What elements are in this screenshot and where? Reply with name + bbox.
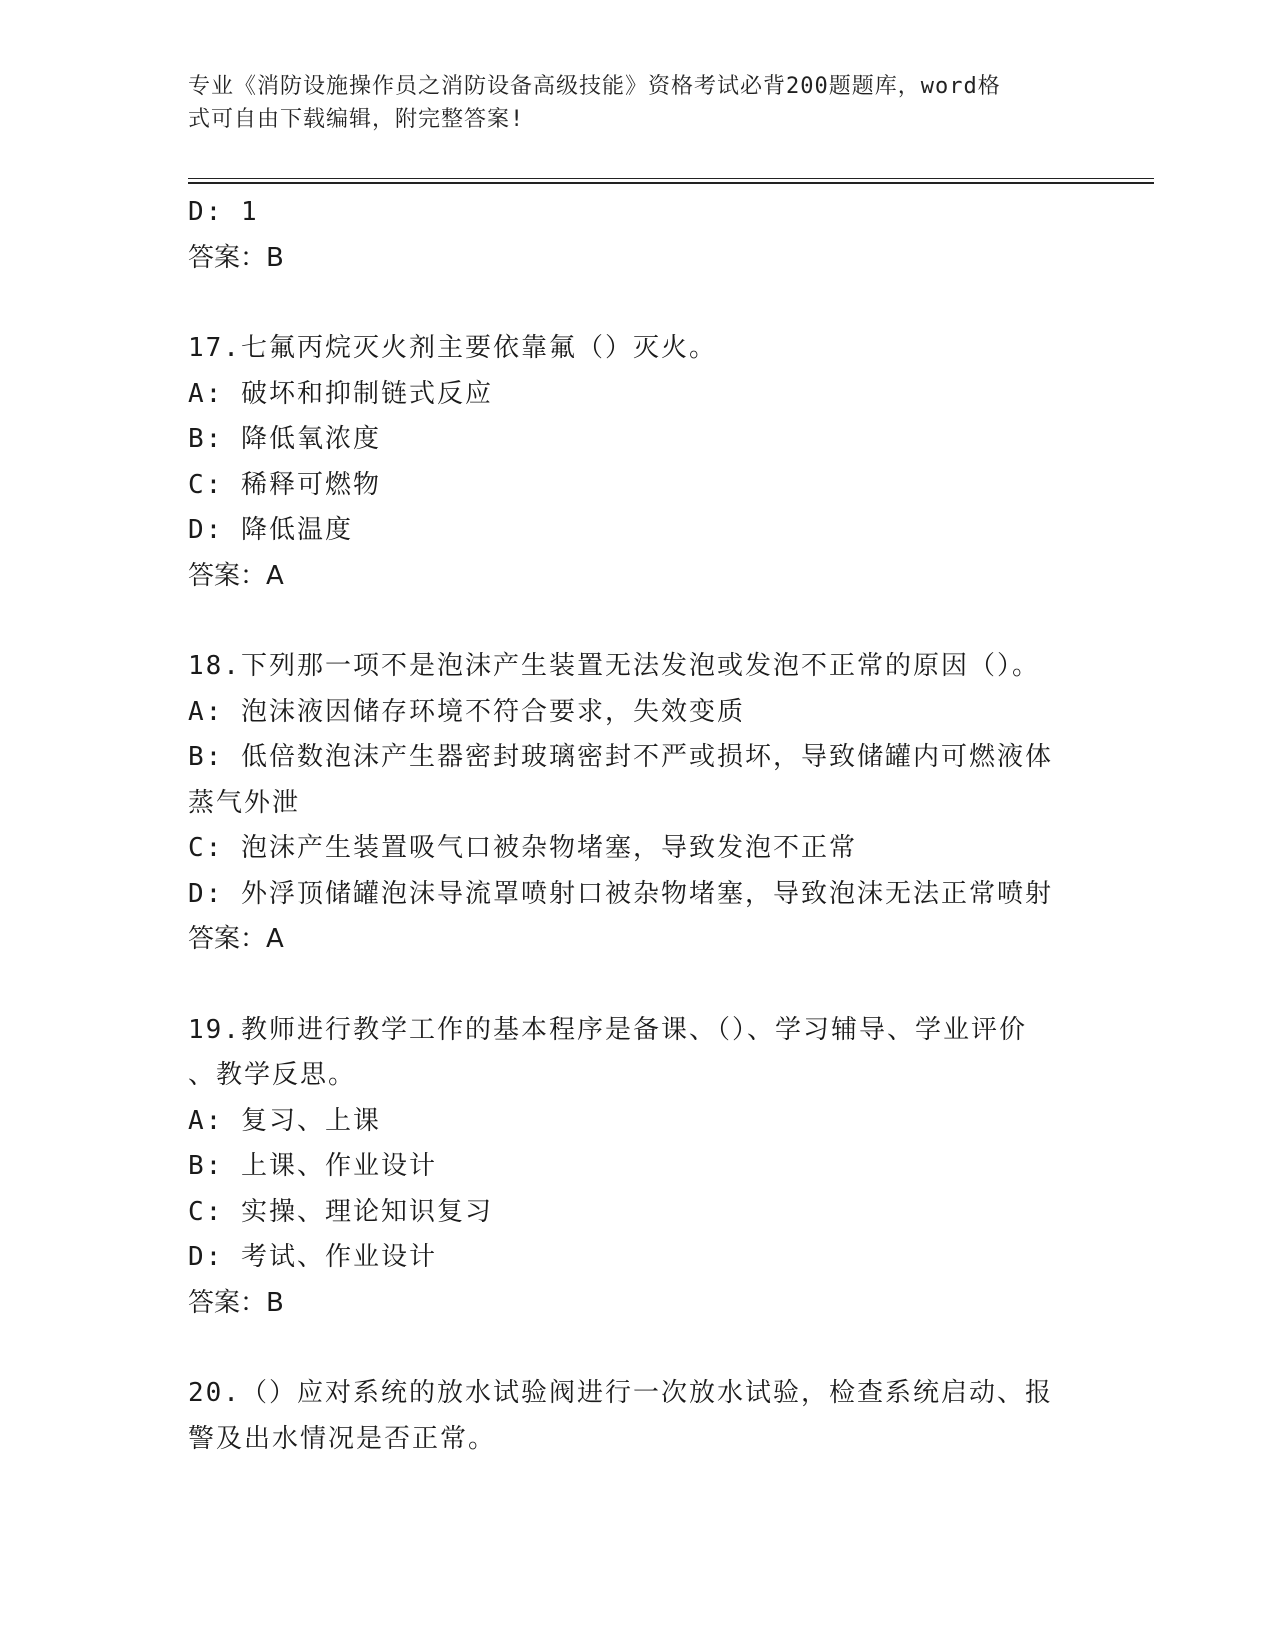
- document-header: [188, 70, 1068, 136]
- header-line-1: 专业《消防设施操作员之消防设备高级技能》资格考试必背200题题库，word格: [188, 74, 1001, 99]
- question-17: [188, 326, 1088, 599]
- question-stem-continued: 警及出水情况是否正常。: [188, 1423, 497, 1454]
- header-rule-thick: [188, 182, 1154, 184]
- answer-line: 答案：A: [188, 924, 284, 954]
- option-b: B: 降低氧浓度: [188, 424, 381, 454]
- option-b: B: 低倍数泡沫产生器密封玻璃密封不严或损坏，导致储罐内可燃液体: [188, 742, 1053, 772]
- question-stem-continued: 、教学反思。: [188, 1060, 357, 1090]
- option-b-continued: 蒸气外泄: [188, 787, 301, 818]
- option-d: D: 外浮顶储罐泡沫导流罩喷射口被杂物堵塞，导致泡沫无法正常喷射: [188, 878, 1053, 909]
- option-d: D: 考试、作业设计: [188, 1242, 437, 1272]
- question-stem: 17.七氟丙烷灭火剂主要依靠氟（）灭火。: [188, 333, 717, 363]
- option-c: C: 稀释可燃物: [188, 469, 381, 500]
- question-19: [188, 1008, 1088, 1327]
- option-d: D: 1: [188, 197, 259, 227]
- option-d: D: 降低温度: [188, 515, 353, 545]
- header-rule-thin: [188, 178, 1154, 179]
- option-c: C: 泡沫产生装置吸气口被杂物堵塞，导致发泡不正常: [188, 833, 857, 863]
- question-stem: 19.教师进行教学工作的基本程序是备课、（）、学习辅导、学业评价: [188, 1014, 1027, 1045]
- option-a: A: 破坏和抑制链式反应: [188, 378, 493, 409]
- question-20: [188, 1371, 1088, 1462]
- option-b: B: 上课、作业设计: [188, 1151, 437, 1181]
- answer-line: 答案：B: [188, 1287, 284, 1318]
- option-c: C: 实操、理论知识复习: [188, 1196, 493, 1227]
- question-stem: 18.下列那一项不是泡沫产生装置无法发泡或发泡不正常的原因（）。: [188, 651, 1040, 681]
- header-line-2: 式可自由下载编辑，附完整答案!: [188, 107, 525, 132]
- option-a: A: 泡沫液因储存环境不符合要求，失效变质: [188, 696, 745, 727]
- answer-line: 答案：B: [188, 242, 284, 273]
- answer-line: 答案：A: [188, 560, 284, 591]
- question-stem: 20.（）应对系统的放水试验阀进行一次放水试验，检查系统启动、报: [188, 1378, 1053, 1408]
- question-18: [188, 644, 1088, 963]
- question-list: [188, 190, 1088, 1462]
- option-a: A: 复习、上课: [188, 1105, 381, 1136]
